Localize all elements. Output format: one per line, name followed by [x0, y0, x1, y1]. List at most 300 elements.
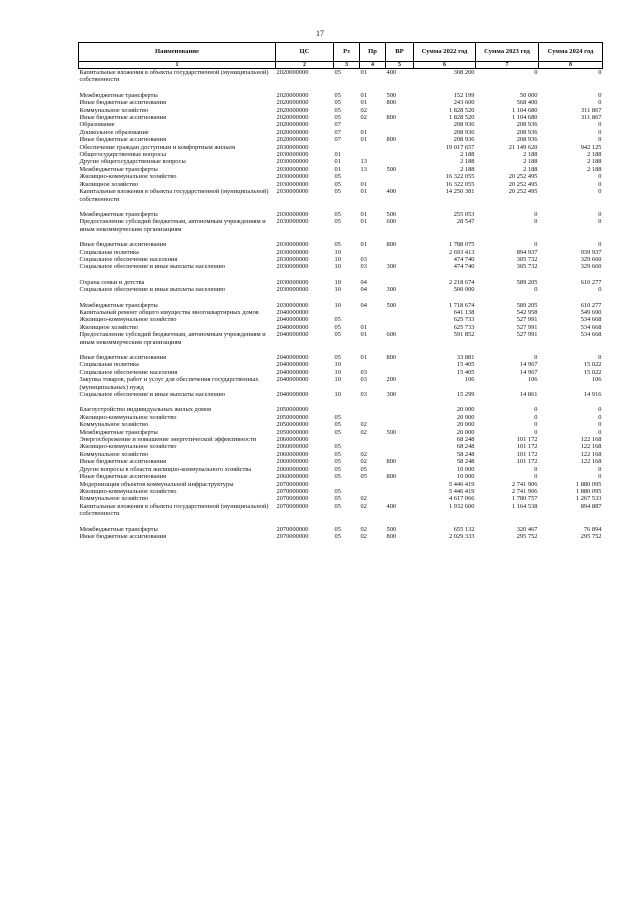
row-cs-code: 2020000000	[276, 106, 309, 114]
row-sum-2022: 15 405	[456, 361, 475, 369]
row-vr-code	[386, 488, 414, 495]
header-rz: Рз	[334, 43, 360, 62]
table-row	[79, 151, 603, 158]
row-pr-code: 02	[360, 525, 367, 533]
row-pr-code: 01	[360, 323, 367, 331]
row-rz-code: 05	[334, 316, 341, 324]
row-vr-code: 500	[386, 525, 397, 533]
row-vr-code	[386, 107, 414, 114]
row-name: Образование	[79, 121, 115, 129]
row-cs-code: 2020000000	[276, 121, 309, 129]
row-sum-2023: 1 164 538	[511, 502, 538, 510]
row-vr-code	[386, 436, 414, 443]
row-rz-code: 01	[334, 165, 341, 173]
row-sum-2024: 311 867	[580, 114, 602, 122]
row-rz-code: 05	[334, 450, 341, 458]
row-cs-code: 2050000000	[276, 406, 309, 414]
row-rz-code: 05	[334, 465, 341, 473]
row-name: Охрана семьи и детства	[79, 278, 145, 286]
row-sum-2023: 106	[527, 376, 538, 384]
row-rz-code: 01	[334, 158, 341, 166]
row-rz-code: 05	[334, 525, 341, 533]
row-name: Иные бюджетные ассигнования	[79, 114, 167, 122]
row-sum-2024: 0	[598, 99, 602, 107]
row-pr-code: 05	[360, 465, 367, 473]
row-sum-2024: 939 937	[580, 248, 602, 256]
table-row	[79, 279, 603, 286]
row-cs-code: 2020000000	[276, 91, 309, 99]
row-sum-2023: 1 104 680	[511, 106, 538, 114]
row-pr-code: 03	[360, 376, 367, 384]
row-cs-code: 2040000000	[276, 331, 309, 339]
row-pr-code: 02	[360, 495, 367, 503]
row-sum-2024: 122 168	[580, 436, 602, 444]
row-pr-code: 01	[360, 188, 367, 196]
row-name: Межбюджетные трансферты	[79, 165, 158, 173]
row-sum-2024: 0	[598, 188, 602, 196]
row-vr-code: 600	[386, 331, 397, 339]
table-row	[79, 466, 603, 473]
row-name: Социальное обеспечение и иные выплаты населению	[79, 263, 226, 271]
row-pr-code: 01	[360, 69, 367, 76]
row-sum-2024: 0	[598, 428, 602, 436]
row-sum-2022: 208 936	[453, 121, 475, 129]
table-row	[79, 414, 603, 421]
row-cs-code: 2020000000	[276, 114, 309, 122]
table-row	[79, 451, 603, 458]
row-cs-code: 2030000000	[276, 301, 309, 309]
row-name: Жилищное хозяйство	[79, 180, 139, 188]
table-row	[79, 443, 603, 450]
table-row	[79, 218, 603, 233]
spacer-row	[79, 294, 603, 302]
row-sum-2023: 20 252 495	[508, 173, 538, 181]
row-pr-code: 01	[360, 91, 367, 99]
row-pr-code	[360, 316, 386, 323]
row-name: Межбюджетные трансферты	[79, 525, 158, 533]
table-row	[79, 495, 603, 502]
row-pr-code: 01	[360, 180, 367, 188]
row-rz-code: 05	[334, 532, 341, 540]
row-sum-2024: 534 668	[580, 316, 602, 324]
table-row	[79, 302, 603, 309]
row-sum-2023: 0	[534, 210, 538, 218]
row-sum-2024: 2 188	[587, 151, 602, 159]
row-vr-code: 300	[386, 391, 397, 399]
row-sum-2022: 20 000	[456, 421, 475, 429]
row-cs-code: 2030000000	[276, 173, 309, 181]
row-sum-2023: 21 149 620	[508, 143, 538, 151]
row-pr-code	[360, 249, 386, 256]
row-cs-code: 2030000000	[276, 286, 309, 294]
row-sum-2024: 0	[598, 210, 602, 218]
row-name: Дошкольное образование	[79, 128, 149, 136]
row-sum-2023: 320 467	[516, 525, 538, 533]
column-number-row	[79, 62, 603, 69]
row-sum-2023: 208 936	[516, 128, 538, 136]
row-sum-2023: 542 958	[516, 308, 538, 316]
row-vr-code	[386, 421, 414, 428]
row-vr-code	[386, 443, 414, 450]
row-pr-code: 02	[360, 114, 367, 122]
row-vr-code	[386, 249, 414, 256]
header-pr: Пр	[360, 43, 386, 62]
row-vr-code	[386, 151, 414, 158]
row-vr-code: 800	[386, 241, 397, 249]
table-row	[79, 488, 603, 495]
row-sum-2024: 0	[598, 354, 602, 361]
row-sum-2023: 101 172	[516, 436, 538, 444]
row-pr-code: 01	[360, 128, 367, 136]
row-name: Капитальные вложения в объекты государственной (муниципальной) собственности	[79, 69, 269, 84]
table-row	[79, 181, 603, 188]
row-sum-2023: 2 188	[523, 165, 538, 173]
table-row	[79, 256, 603, 263]
row-pr-code	[360, 144, 386, 151]
row-sum-2022: 15 299	[456, 391, 475, 399]
row-cs-code: 2060000000	[276, 458, 309, 466]
row-sum-2022: 1 718 674	[448, 301, 475, 309]
row-sum-2024: 0	[598, 465, 602, 473]
row-sum-2024: 0	[598, 406, 602, 414]
row-vr-code: 800	[386, 354, 397, 361]
row-sum-2024: 295 752	[580, 532, 602, 540]
row-pr-code: 01	[360, 354, 367, 361]
row-cs-code: 2050000000	[276, 413, 309, 421]
row-name: Иные бюджетные ассигнования	[79, 241, 167, 249]
row-sum-2022: 152 199	[453, 91, 475, 99]
row-name: Коммунальное хозяйство	[79, 421, 149, 429]
row-pr-code: 05	[360, 473, 367, 481]
row-rz-code	[334, 309, 360, 316]
row-cs-code: 2030000000	[276, 210, 309, 218]
row-name: Общегосударственные вопросы	[79, 151, 167, 159]
row-vr-code	[386, 173, 414, 180]
table-row	[79, 473, 603, 480]
row-sum-2023: 0	[534, 421, 538, 429]
row-rz-code: 10	[334, 361, 341, 369]
row-sum-2022: 4 617 066	[448, 495, 475, 503]
row-rz-code	[334, 406, 360, 413]
row-sum-2022: 15 405	[456, 368, 475, 376]
table-row	[79, 121, 603, 128]
row-sum-2022: 20 000	[456, 413, 475, 421]
row-sum-2023: 2 741 906	[511, 487, 538, 495]
row-sum-2022: 655 132	[453, 525, 475, 533]
row-sum-2024: 0	[598, 286, 602, 294]
row-sum-2023: 101 172	[516, 450, 538, 458]
row-sum-2023: 1 104 680	[511, 114, 538, 122]
row-cs-code: 2030000000	[276, 248, 309, 256]
row-vr-code	[386, 361, 414, 368]
row-rz-code: 05	[334, 106, 341, 114]
row-rz-code: 05	[334, 218, 341, 226]
row-sum-2023: 589 205	[516, 278, 538, 286]
row-vr-code: 500	[386, 301, 397, 309]
row-sum-2024: 76 894	[583, 525, 602, 533]
table-row	[79, 241, 603, 248]
row-sum-2023: 0	[534, 286, 538, 294]
row-pr-code: 02	[360, 502, 367, 510]
row-cs-code: 2030000000	[276, 278, 309, 286]
row-name: Коммунальное хозяйство	[79, 495, 149, 503]
row-cs-code: 2050000000	[276, 421, 309, 429]
header-name: Наименование	[79, 43, 276, 62]
row-rz-code: 05	[334, 473, 341, 481]
row-sum-2022: 5 446 419	[448, 487, 475, 495]
row-pr-code: 03	[360, 391, 367, 399]
table-row	[79, 526, 603, 533]
column-number: 8	[539, 62, 603, 69]
row-cs-code: 2070000000	[276, 525, 309, 533]
table-row	[79, 376, 603, 391]
row-sum-2024: 0	[598, 421, 602, 429]
row-sum-2024: 610 277	[580, 301, 602, 309]
row-rz-code: 10	[334, 286, 341, 294]
row-cs-code: 2040000000	[276, 316, 309, 324]
row-name: Социальная политика	[79, 361, 139, 369]
row-pr-code	[360, 121, 386, 128]
row-cs-code: 2030000000	[276, 158, 309, 166]
row-pr-code	[360, 414, 386, 421]
row-sum-2023: 14 967	[519, 368, 538, 376]
table-row	[79, 69, 603, 84]
table-row	[79, 316, 603, 323]
row-name: Жилищно-коммунальное хозяйство	[79, 316, 177, 324]
row-sum-2024: 122 168	[580, 443, 602, 451]
row-cs-code: 2070000000	[276, 502, 309, 510]
row-cs-code: 2030000000	[276, 263, 309, 271]
row-sum-2024: 610 277	[580, 278, 602, 286]
row-sum-2022: 2 218 674	[448, 278, 475, 286]
table-row	[79, 391, 603, 398]
table-body	[79, 69, 603, 541]
row-rz-code: 05	[334, 502, 341, 510]
row-rz-code	[334, 144, 360, 151]
row-vr-code	[386, 466, 414, 473]
row-sum-2024: 106	[591, 376, 602, 384]
row-rz-code: 10	[334, 248, 341, 256]
table-row	[79, 421, 603, 428]
row-sum-2024: 894 887	[580, 502, 602, 510]
row-name: Межбюджетные трансферты	[79, 301, 158, 309]
row-cs-code: 2030000000	[276, 255, 309, 263]
row-pr-code: 02	[360, 458, 367, 466]
column-number: 2	[276, 62, 334, 69]
row-sum-2022: 641 138	[453, 308, 475, 316]
row-rz-code: 05	[334, 487, 341, 495]
row-sum-2022: 625 733	[453, 323, 475, 331]
row-sum-2023: 527 991	[516, 323, 538, 331]
row-rz-code: 05	[334, 210, 341, 218]
table-row	[79, 136, 603, 143]
row-sum-2022: 208 936	[453, 128, 475, 136]
row-cs-code: 2030000000	[276, 143, 309, 151]
row-pr-code: 13	[360, 165, 367, 173]
row-rz-code: 05	[334, 114, 341, 122]
row-rz-code: 10	[334, 301, 341, 309]
row-vr-code	[386, 451, 414, 458]
row-name: Жилищно-коммунальное хозяйство	[79, 413, 177, 421]
spacer-row	[79, 271, 603, 279]
table-row	[79, 436, 603, 443]
row-name: Межбюджетные трансферты	[79, 428, 158, 436]
row-vr-code	[386, 279, 414, 286]
row-cs-code: 2030000000	[276, 241, 309, 249]
row-sum-2024: 0	[598, 69, 602, 76]
row-sum-2023: 2 188	[523, 158, 538, 166]
row-pr-code: 02	[360, 428, 367, 436]
row-sum-2024: 1 267 533	[575, 495, 602, 503]
row-cs-code: 2070000000	[276, 487, 309, 495]
row-sum-2023: 2 188	[523, 151, 538, 159]
row-pr-code	[360, 443, 386, 450]
row-cs-code: 2030000000	[276, 165, 309, 173]
row-sum-2022: 5 446 419	[448, 480, 475, 488]
column-number: 4	[360, 62, 386, 69]
row-rz-code: 05	[334, 180, 341, 188]
row-vr-code	[386, 181, 414, 188]
row-cs-code: 2070000000	[276, 532, 309, 540]
row-sum-2023: 0	[534, 406, 538, 414]
row-name: Капитальные вложения в объекты государственной (муниципальной) собственности	[79, 502, 269, 518]
row-sum-2023: 101 172	[516, 443, 538, 451]
row-sum-2022: 2 188	[460, 165, 475, 173]
row-sum-2022: 474 740	[453, 255, 475, 263]
table-row	[79, 249, 603, 256]
row-sum-2022: 591 852	[453, 331, 475, 339]
spacer-cell	[79, 203, 603, 211]
table-row	[79, 331, 603, 346]
row-name: Иные бюджетные ассигнования	[79, 458, 167, 466]
row-sum-2023: 2 741 906	[511, 480, 538, 488]
row-name: Предоставление субсидий бюджетным, автономным учреждениям и иным некоммерческим организациям	[79, 331, 266, 346]
row-rz-code: 05	[334, 99, 341, 107]
row-vr-code: 800	[386, 99, 397, 107]
row-rz-code: 07	[334, 121, 341, 129]
row-cs-code: 2040000000	[276, 376, 309, 384]
row-pr-code	[360, 361, 386, 368]
row-sum-2024: 534 668	[580, 323, 602, 331]
row-rz-code: 05	[334, 331, 341, 339]
row-rz-code: 05	[334, 323, 341, 331]
row-sum-2023: 295 752	[516, 532, 538, 540]
row-pr-code: 03	[360, 255, 367, 263]
row-sum-2023: 527 991	[516, 331, 538, 339]
row-sum-2023: 208 936	[516, 136, 538, 144]
row-rz-code: 10	[334, 376, 341, 384]
row-rz-code	[334, 436, 360, 443]
column-number: 1	[79, 62, 276, 69]
table-row	[79, 406, 603, 413]
table-row	[79, 286, 603, 293]
table-row	[79, 166, 603, 173]
row-vr-code: 500	[386, 165, 397, 173]
header-vr: ВР	[386, 43, 414, 62]
row-sum-2022: 1 828 520	[448, 114, 475, 122]
row-cs-code: 2040000000	[276, 323, 309, 331]
row-name: Обеспечение граждан доступным и комфортным жильем	[79, 143, 236, 151]
row-pr-code: 02	[360, 532, 367, 540]
row-vr-code: 500	[386, 210, 397, 218]
row-cs-code: 2020000000	[276, 69, 309, 76]
row-name: Другие вопросы в области жилищно-коммунального хозяйства	[79, 465, 252, 473]
row-sum-2024: 0	[598, 121, 602, 129]
row-vr-code	[386, 309, 414, 316]
row-name: Иные бюджетные ассигнования	[79, 136, 167, 144]
table-row	[79, 481, 603, 488]
page-number: 17	[316, 29, 324, 38]
column-number: 7	[476, 62, 539, 69]
row-vr-code	[386, 158, 414, 165]
row-sum-2024: 329 660	[580, 255, 602, 263]
row-vr-code: 800	[386, 458, 397, 466]
row-sum-2024: 122 168	[580, 458, 602, 466]
row-cs-code: 2050000000	[276, 428, 309, 436]
row-rz-code: 10	[334, 255, 341, 263]
row-sum-2023: 0	[534, 69, 538, 76]
table-row	[79, 324, 603, 331]
row-pr-code: 04	[360, 286, 367, 294]
row-cs-code: 2040000000	[276, 354, 309, 361]
row-pr-code: 02	[360, 421, 367, 429]
row-name: Капитальные вложения в объекты государственной (муниципальной) собственности	[79, 188, 269, 203]
row-cs-code: 2030000000	[276, 151, 309, 159]
row-sum-2022: 1 788 075	[448, 241, 475, 249]
row-sum-2023: 14 861	[519, 391, 538, 399]
row-sum-2022: 474 740	[453, 263, 475, 271]
row-sum-2022: 1 932 600	[448, 502, 475, 510]
row-rz-code: 05	[334, 458, 341, 466]
row-pr-code: 03	[360, 263, 367, 271]
row-cs-code: 2040000000	[276, 391, 309, 399]
table-row	[79, 354, 603, 361]
row-vr-code	[386, 369, 414, 376]
row-name: Иные бюджетные ассигнования	[79, 99, 167, 107]
row-pr-code: 01	[360, 218, 367, 226]
row-rz-code: 01	[334, 151, 341, 159]
row-vr-code	[386, 129, 414, 136]
row-vr-code: 600	[386, 218, 397, 226]
row-pr-code: 01	[360, 241, 367, 249]
row-sum-2024: 0	[598, 173, 602, 181]
row-cs-code: 2030000000	[276, 218, 309, 226]
row-name: Межбюджетные трансферты	[79, 91, 158, 99]
row-vr-code: 400	[386, 502, 397, 510]
row-sum-2023: 527 991	[516, 316, 538, 324]
row-sum-2024: 0	[598, 218, 602, 226]
spacer-cell	[79, 518, 603, 526]
row-sum-2023: 894 937	[516, 248, 538, 256]
row-sum-2023: 0	[534, 218, 538, 226]
header-sum-2024: Сумма 2024 год	[539, 43, 603, 62]
row-name: Социальное обеспечение населения	[79, 255, 178, 263]
row-pr-code	[360, 309, 386, 316]
row-sum-2024: 2 188	[587, 158, 602, 166]
row-sum-2022: 500 000	[453, 286, 475, 294]
row-rz-code: 05	[334, 188, 341, 196]
row-name: Модернизация объектов коммунальной инфраструктуры	[79, 480, 234, 488]
row-vr-code	[386, 144, 414, 151]
row-pr-code	[360, 151, 386, 158]
row-sum-2023: 20 252 495	[508, 180, 538, 188]
spacer-cell	[79, 271, 603, 279]
row-sum-2022: 2 029 333	[448, 532, 475, 540]
row-sum-2024: 329 660	[580, 263, 602, 271]
row-cs-code: 2060000000	[276, 465, 309, 473]
row-name: Иные бюджетные ассигнования	[79, 473, 167, 481]
row-pr-code: 01	[360, 136, 367, 144]
